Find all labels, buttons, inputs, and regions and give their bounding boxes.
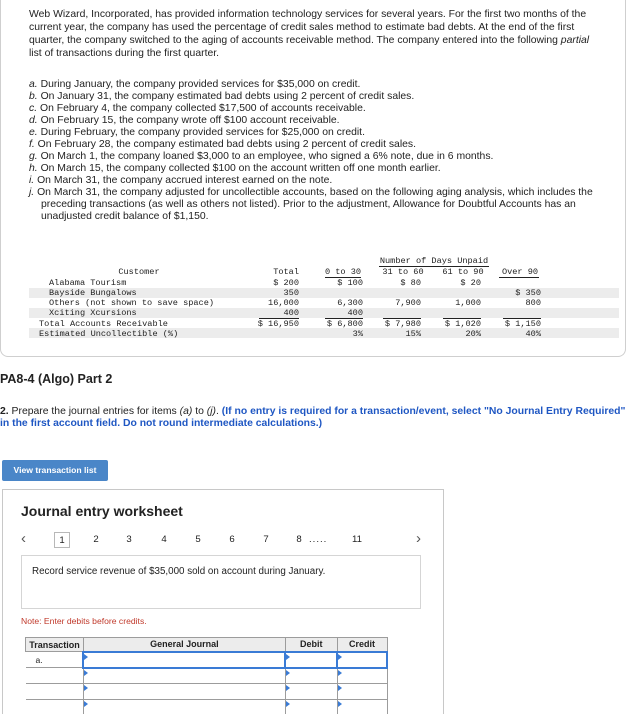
pct-0-30: 3% bbox=[352, 329, 363, 339]
cell-0-30: $ 100 bbox=[337, 278, 363, 288]
page-5[interactable]: 5 bbox=[195, 534, 201, 545]
cell-0-30: 6,300 bbox=[337, 298, 363, 308]
debit-input[interactable] bbox=[285, 668, 337, 684]
pager-ellipsis: ..... bbox=[309, 534, 328, 545]
cell-total: 16,000 bbox=[268, 298, 299, 308]
col-header-31-60: 31 to 60 bbox=[382, 267, 424, 277]
col-header-general-journal: General Journal bbox=[83, 638, 285, 652]
transaction-items-list bbox=[29, 79, 599, 223]
list-item: h. On March 15, the company collected $100 on the account written off one month earlier. bbox=[29, 163, 441, 174]
cell-31-60: $ 80 bbox=[400, 278, 421, 288]
view-transaction-list-button[interactable]: View transaction list bbox=[2, 460, 108, 481]
page-7[interactable]: 7 bbox=[263, 534, 269, 545]
credit-input[interactable] bbox=[337, 668, 387, 684]
chevron-left-icon[interactable]: ‹ bbox=[21, 530, 26, 547]
credit-input[interactable] bbox=[337, 652, 387, 668]
total-row-61-90: $ 1,020 bbox=[444, 319, 481, 329]
transaction-cell bbox=[26, 700, 84, 714]
instruction-text: 2. Prepare the journal entries for items (a) to (j). (If no entry is required for a transaction/event, select "No Journal Entry Required" in the first account field. Do not round intermediate calculations.) bbox=[0, 406, 626, 429]
pct-row-label: Estimated Uncollectible (%) bbox=[39, 329, 179, 339]
list-item: g. On March 1, the company loaned $3,000 to an employee, who signed a 6% note, due in 6 months. bbox=[29, 151, 494, 162]
cell-total: $ 200 bbox=[273, 278, 299, 288]
col-header-total: Total bbox=[273, 267, 299, 277]
cell-over-90: 800 bbox=[525, 298, 541, 308]
col-header-transaction: Transaction bbox=[26, 638, 84, 652]
cell-over-90: $ 350 bbox=[515, 288, 541, 298]
cell-customer: Alabama Tourism bbox=[49, 278, 127, 288]
total-row-total: $ 16,950 bbox=[257, 319, 299, 329]
cell-customer: Xciting Xcursions bbox=[49, 308, 137, 318]
worksheet-pager bbox=[3, 530, 445, 550]
credit-input[interactable] bbox=[337, 700, 387, 714]
pct-61-90: 20% bbox=[465, 329, 481, 339]
table-header-row bbox=[26, 638, 388, 652]
transaction-cell bbox=[26, 668, 84, 684]
worksheet-title: Journal entry worksheet bbox=[21, 503, 183, 519]
page-11[interactable]: 11 bbox=[352, 534, 362, 545]
journal-entry-worksheet bbox=[2, 489, 444, 714]
col-header-61-90: 61 to 90 bbox=[442, 267, 484, 277]
total-row-over-90: $ 1,150 bbox=[504, 319, 541, 329]
transaction-cell: a. bbox=[26, 652, 84, 668]
debit-input[interactable] bbox=[285, 684, 337, 700]
page-4[interactable]: 4 bbox=[161, 534, 167, 545]
cell-61-90: 1,000 bbox=[455, 298, 481, 308]
problem-intro: Web Wizard, Incorporated, has provided information technology services for several years. For the first two months of the current year, the company has used the percentage of credit sales method to estimate bad debts. At the end of the first quarter, the company switched to the aging of accounts receivable method. The company entered into the following partial list of transactions during the first quarter. bbox=[29, 9, 590, 59]
transaction-cell bbox=[26, 684, 84, 700]
account-input[interactable] bbox=[83, 684, 285, 700]
list-item: f. On February 28, the company estimated bad debts using 2 percent of credit sales. bbox=[29, 139, 416, 150]
cell-customer: Others (not shown to save space) bbox=[49, 298, 215, 308]
page-3[interactable]: 3 bbox=[126, 534, 132, 545]
col-header-customer: Customer bbox=[118, 267, 160, 277]
chevron-right-icon[interactable]: › bbox=[416, 530, 421, 547]
col-header-credit: Credit bbox=[337, 638, 387, 652]
cell-61-90: $ 20 bbox=[460, 278, 481, 288]
cell-0-30: 400 bbox=[347, 308, 363, 318]
col-header-over-90: Over 90 bbox=[501, 267, 539, 277]
account-input[interactable] bbox=[83, 700, 285, 714]
list-item: c. On February 4, the company collected $17,500 of accounts receivable. bbox=[29, 103, 366, 114]
account-input[interactable] bbox=[83, 652, 285, 668]
page-6[interactable]: 6 bbox=[229, 534, 235, 545]
cell-total: 350 bbox=[283, 288, 299, 298]
cell-customer: Bayside Bungalows bbox=[49, 288, 137, 298]
list-item: d. On February 15, the company wrote off $100 account receivable. bbox=[29, 115, 340, 126]
note-text: Note: Enter debits before credits. bbox=[21, 616, 147, 626]
list-item: i. On March 31, the company accrued interest earned on the note. bbox=[29, 175, 333, 186]
part-title: PA8-4 (Algo) Part 2 bbox=[0, 372, 113, 386]
total-row-31-60: $ 7,980 bbox=[384, 319, 421, 329]
pct-over-90: 40% bbox=[525, 329, 541, 339]
table-row bbox=[26, 652, 388, 668]
debit-input[interactable] bbox=[285, 652, 337, 668]
cell-total: 400 bbox=[283, 308, 299, 318]
list-item: j. On March 31, the company adjusted for uncollectible accounts, based on the following aging analysis, which includes the preceding transactions (as well as others not listed). Prior to the adjustment, Allowance for Doubtful Accounts has an unadjusted credit balance of $1,150. bbox=[29, 187, 593, 222]
table-row bbox=[26, 668, 388, 684]
journal-entry-table bbox=[25, 637, 388, 714]
cell-31-60: 7,900 bbox=[395, 298, 421, 308]
header-underline bbox=[499, 277, 539, 278]
list-item: a. During January, the company provided services for $35,000 on credit. bbox=[29, 79, 361, 90]
list-item: b. On January 31, the company estimated bad debts using 2 percent of credit sales. bbox=[29, 91, 415, 102]
group-header: Number of Days Unpaid bbox=[379, 256, 489, 266]
credit-input[interactable] bbox=[337, 684, 387, 700]
pct-31-60: 15% bbox=[405, 329, 421, 339]
list-item: e. During February, the company provided services for $25,000 on credit. bbox=[29, 127, 365, 138]
col-header-debit: Debit bbox=[285, 638, 337, 652]
page-1[interactable]: 1 bbox=[54, 532, 70, 548]
problem-card bbox=[0, 0, 626, 357]
transaction-description: Record service revenue of $35,000 sold on account during January. bbox=[21, 555, 421, 609]
table-row bbox=[26, 684, 388, 700]
col-header-0-30: 0 to 30 bbox=[324, 267, 362, 277]
total-row-0-30: $ 6,800 bbox=[326, 319, 363, 329]
debit-input[interactable] bbox=[285, 700, 337, 714]
page-2[interactable]: 2 bbox=[93, 534, 99, 545]
total-row-label: Total Accounts Receivable bbox=[39, 319, 168, 329]
table-row bbox=[26, 700, 388, 714]
aging-analysis-table bbox=[29, 256, 619, 340]
page-8[interactable]: 8 bbox=[296, 534, 302, 545]
account-input[interactable] bbox=[83, 668, 285, 684]
